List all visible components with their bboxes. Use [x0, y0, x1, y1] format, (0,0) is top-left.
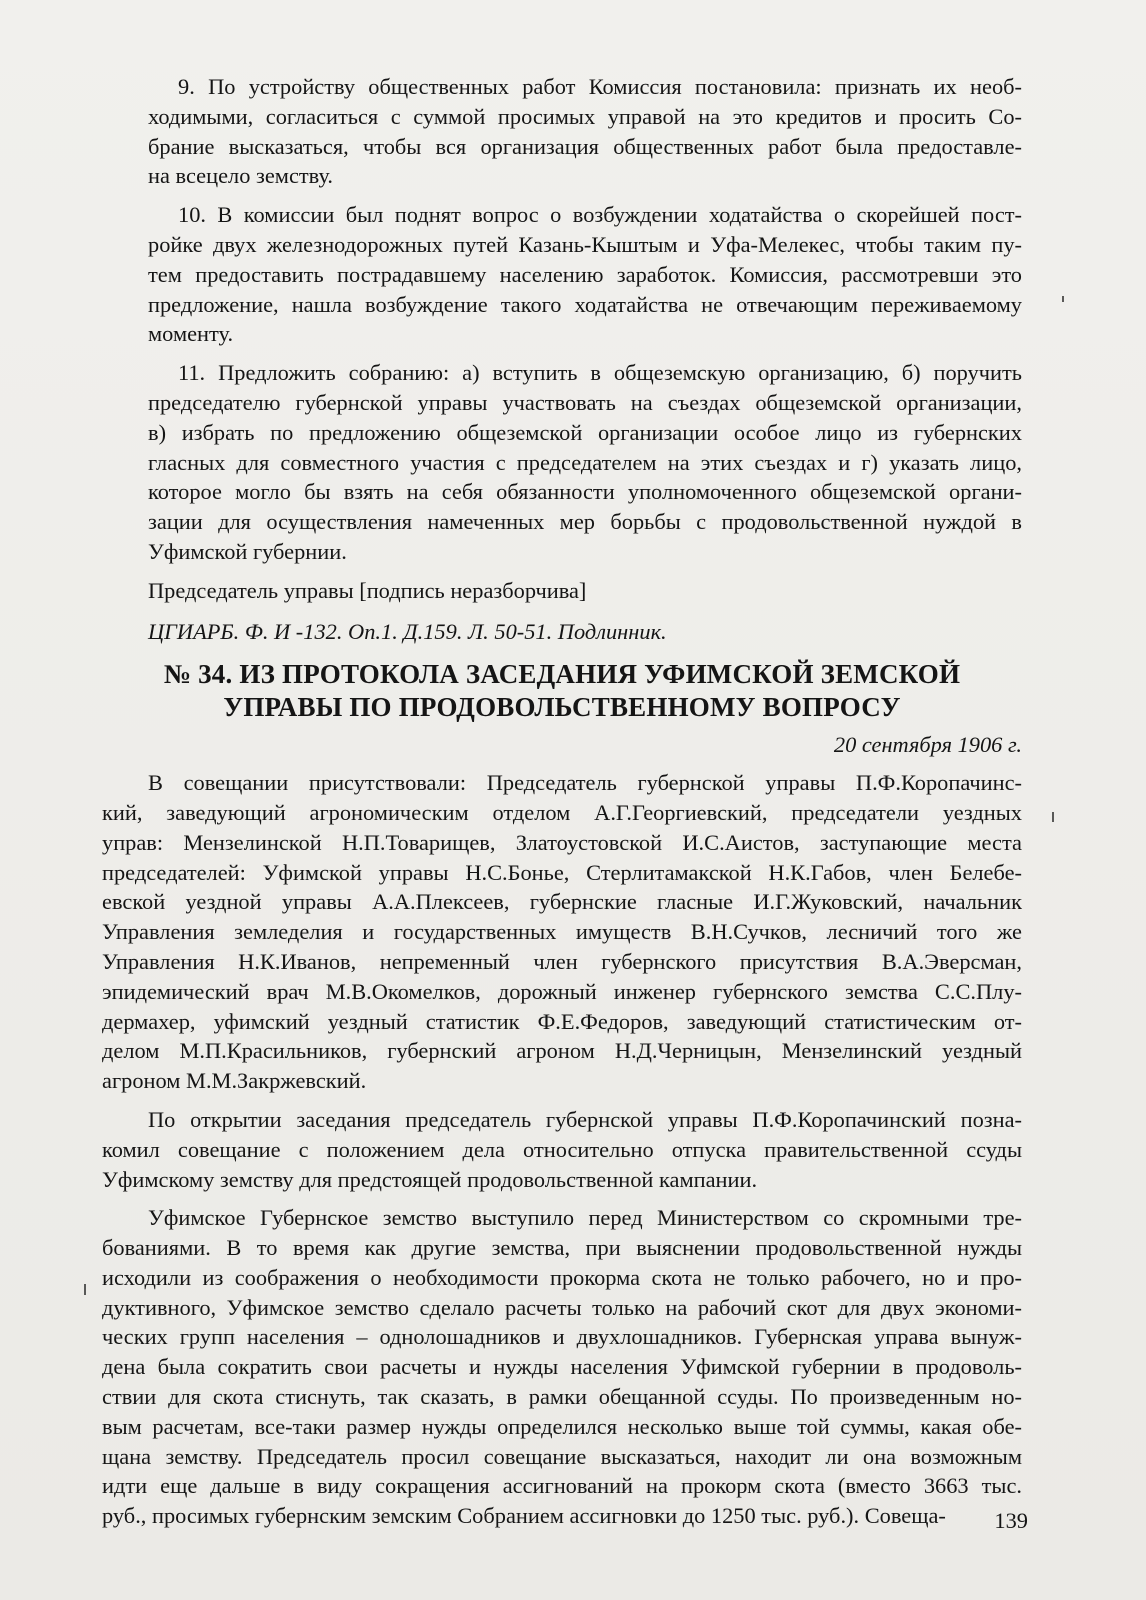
text-line: бованиями. В то время как другие земства, при выяснении продовольственной нужды: [102, 1235, 1022, 1261]
text-line: дермахер, уфимский уездный статистик Ф.Е.Федоров, заведующий статистическим от-: [102, 1008, 1022, 1034]
text-line: ройке двух железнодорожных путей Казань-Кыштым и Уфа-Мелекес, чтобы таким пу-: [148, 231, 1022, 257]
protocol-body: [102, 768, 1022, 1531]
signature-line: Председатель управы [подпись неразборчива]: [148, 577, 587, 603]
text-line: вым расчетам, все-таки размер нужды определился несколько выше той суммы, какая обе-: [102, 1413, 1022, 1439]
text-line: комил совещание с положением дела относительно отпуска правительственной ссуды: [102, 1136, 1022, 1162]
text-line: председателей: Уфимской управы Н.С.Бонье, Стерлитамакской Н.К.Габов, член Белебе-: [102, 859, 1022, 885]
heading-line-1: № 34. ИЗ ПРОТОКОЛА ЗАСЕДАНИЯ УФИМСКОЙ ЗЕМСКОЙ: [163, 659, 961, 690]
text-line: Уфимскому земству для предстоящей продовольственной кампании.: [102, 1166, 758, 1192]
text-line: Управления Н.К.Иванов, непременный член губернского присутствия В.А.Эверсман,: [102, 948, 1022, 974]
text-line: По открытии заседания председатель губернской управы П.Ф.Коропачинский позна-: [148, 1106, 1022, 1132]
text-line: тем предоставить пострадавшему населению заработок. Комиссия, рассмотревши это: [148, 261, 1022, 287]
scan-speck: [1052, 812, 1054, 822]
text-line: моменту.: [148, 321, 234, 347]
text-line: гласных для совместного участия с председателем на этих съездах и г) указать лицо,: [148, 449, 1022, 475]
text-line: зации для осуществления намеченных мер борьбы с продовольственной нуждой в: [148, 509, 1022, 535]
text-line: В совещании присутствовали: Председатель губернской управы П.Ф.Коропачинс-: [148, 770, 1022, 796]
document-heading: [102, 658, 1022, 724]
text-line: дена была сократить свои расчеты и нужды населения Уфимской губернии в продоволь-: [102, 1354, 1022, 1380]
text-line: Уфимское Губернское земство выступило перед Министерством со скромными тре-: [148, 1205, 1022, 1231]
scan-speck: [84, 1284, 86, 1295]
previous-document-items: [102, 72, 1022, 567]
text-line: Управления земледелия и государственных имуществ В.Н.Сучков, лесничий того же: [102, 919, 1022, 945]
text-line: 9. По устройству общественных работ Комиссия постановила: признать их необ-: [178, 74, 1022, 99]
text-line: кий, заведующий агрономическим отделом А.Г.Георгиевский, председатели уездных: [102, 799, 1022, 825]
text-line: председателю губернской управы участвовать на съездах общеземской организации,: [148, 389, 1022, 415]
text-line: щана земству. Председатель просил совещание высказаться, находит ли она возможным: [102, 1443, 1022, 1469]
text-line: управ: Мензелинской Н.П.Товарищев, Златоустовской И.С.Аистов, заступающие места: [102, 829, 1022, 855]
text-line: исходили из соображения о необходимости прокорма скота не только рабочего, но и про-: [102, 1264, 1022, 1290]
text-line: на всецело земству.: [148, 163, 334, 189]
text-line: дуктивного, Уфимское земство сделало расчеты только на рабочий скот для двух экономи-: [102, 1294, 1022, 1320]
text-line: идти еще дальше в виду сокращения ассигнований на прокорм скота (вместо 3663 тыс.: [102, 1473, 1022, 1499]
text-line: брание высказаться, чтобы вся организация общественных работ была предоставле-: [148, 133, 1022, 159]
text-column: [102, 72, 1022, 1540]
text-line: агроном М.М.Закржевский.: [102, 1068, 367, 1094]
body-paragraph-2: [102, 1105, 1022, 1194]
heading-line-2: УПРАВЫ ПО ПРОДОВОЛЬСТВЕННОМУ ВОПРОСУ: [223, 692, 901, 723]
body-paragraph-1: [102, 768, 1022, 1096]
text-line: 10. В комиссии был поднят вопрос о возбуждении ходатайства о скорейшей пост-: [178, 202, 1022, 228]
text-line: в) избрать по предложению общеземской организации особое лицо из губернских: [148, 419, 1022, 445]
item-paragraph-2: [102, 200, 1022, 349]
body-paragraph-3: [102, 1203, 1022, 1531]
text-line: эпидемический врач М.В.Окомелков, дорожный инженер губернского земства С.С.Плу-: [102, 978, 1022, 1004]
text-line: руб., просимых губернским земским Собранием ассигновки до 1250 тыс. руб.). Совеща-: [102, 1503, 946, 1529]
archive-source: ЦГИАРБ. Ф. И -132. Оп.1. Д.159. Л. 50-51. Подлинник.: [148, 618, 667, 644]
text-line: которое могло бы взять на себя обязанности уполномоченного общеземской органи-: [148, 479, 1022, 505]
item-paragraph-3: [102, 358, 1022, 567]
text-line: Уфимской губернии.: [148, 538, 347, 564]
text-line: евской уездной управы А.А.Плексеев, губернские гласные И.Г.Жуковский, начальник: [102, 889, 1022, 915]
page-number: 139: [994, 1508, 1028, 1533]
text-line: ходимыми, согласиться с суммой просимых управой на это кредитов и просить Со-: [148, 103, 1022, 129]
scan-speck: [1062, 296, 1064, 302]
text-line: предложение, нашла возбуждение такого ходатайства не отвечающим переживаемому: [148, 291, 1022, 317]
text-line: ствии для скота стиснуть, так сказать, в рамки обещанной ссуды. По произведенным но-: [102, 1384, 1022, 1410]
text-line: ческих групп населения – однолошадников и двухлошадников. Губернская управа вынуж-: [102, 1324, 1022, 1350]
item-paragraph-1: [102, 72, 1022, 191]
text-line: делом М.П.Красильников, губернский агроном Н.Д.Черницын, Мензелинский уездный: [102, 1038, 1022, 1064]
document-date: 20 сентября 1906 г.: [833, 732, 1022, 758]
text-line: 11. Предложить собранию: а) вступить в общеземскую организацию, б) поручить: [178, 360, 1022, 386]
